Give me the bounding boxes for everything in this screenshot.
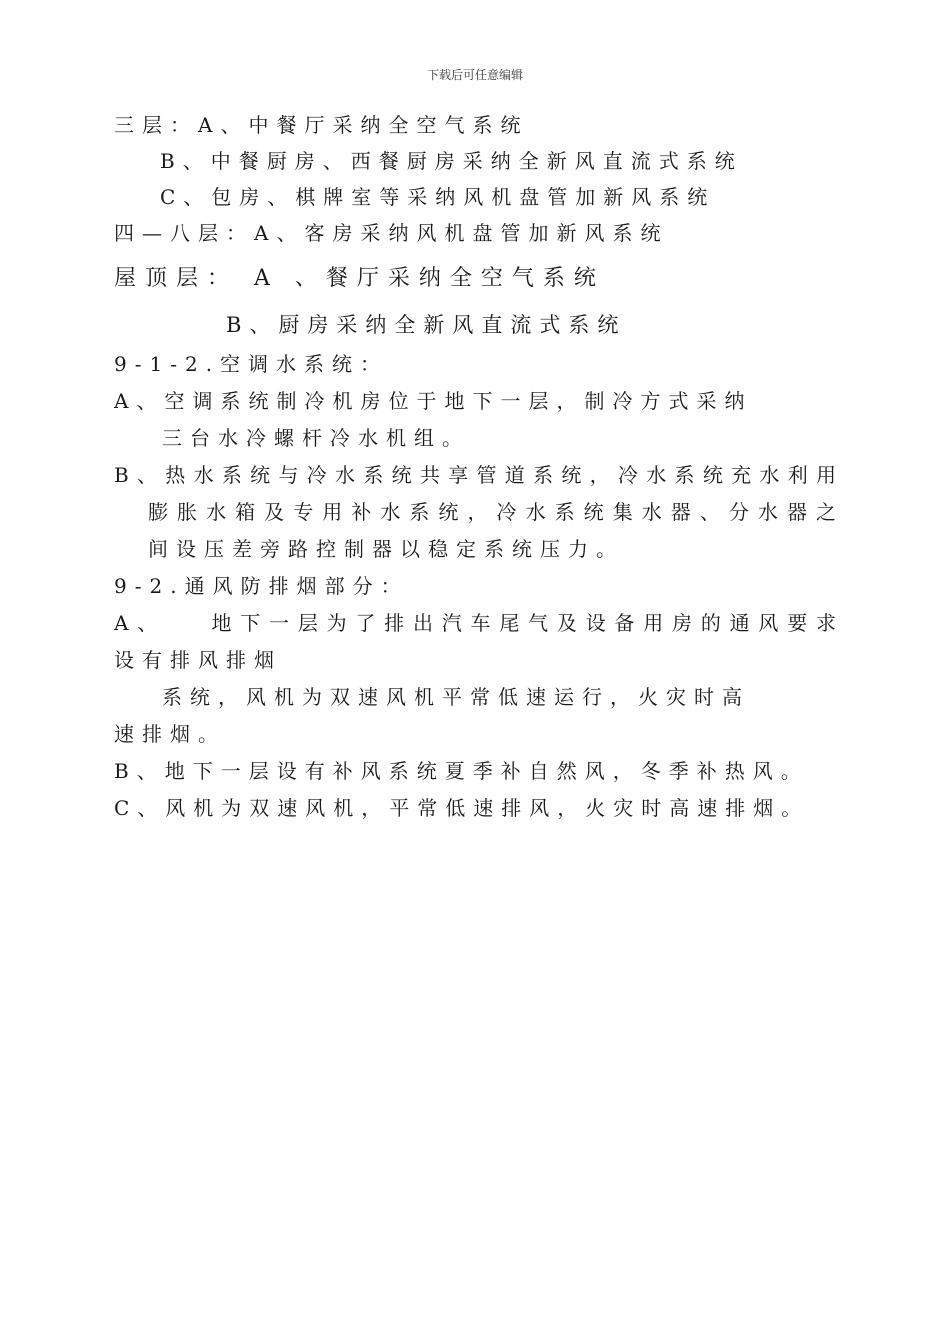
- floor-4-8-line: 四—八层：A、客房采纳风机盘管加新风系统: [114, 221, 669, 245]
- roof-line-b: B、厨房采纳全新风直流式系统: [226, 313, 627, 337]
- floor-3-line-a: 三层：A、中餐厅采纳全空气系统: [114, 113, 529, 137]
- paragraph-ventilation-b: B、地下一层设有补风系统夏季补自然风，冬季补热风。: [114, 759, 809, 783]
- document-body: [114, 110, 844, 827]
- paragraph-ventilation-a: A、 地下一层为了排出汽车尾气及设备用房的通风要求设有排风排烟: [114, 611, 844, 672]
- section-heading-9-2: 9-2.通风防排烟部分：: [114, 574, 409, 598]
- floor-3-line-b: B、中餐厨房、西餐厨房采纳全新风直流式系统: [160, 149, 743, 173]
- paragraph-ventilation-c: C、风机为双速风机，平常低速排风，火灾时高速排烟。: [114, 796, 810, 820]
- paragraph-b: B、热水系统与冷水系统共享管道系统，冷水系统充水利用膨胀水箱及专用补水系统，冷水系统集水器、分水器之间设压差旁路控制器以稳定系统压力。: [114, 463, 844, 561]
- page-header: 下载后可任意编辑: [426, 68, 523, 82]
- paragraph-ventilation-a-end: 速排烟。: [114, 722, 226, 746]
- floor-3-line-c: C、包房、棋牌室等采纳风机盘管加新风系统: [160, 185, 716, 209]
- roof-line-a: 屋顶层： A 、餐厅采纳全空气系统: [114, 266, 605, 291]
- paragraph-a-line-2: 三台水冷螺杆冷水机组。: [162, 426, 470, 450]
- paragraph-ventilation-a-cont: 系统，风机为双速风机平常低速运行，火灾时高: [162, 685, 750, 709]
- paragraph-a-line-1: A、空调系统制冷机房位于地下一层，制冷方式采纳: [114, 389, 753, 413]
- section-heading-9-1-2: 9-1-2.空调水系统：: [114, 352, 389, 376]
